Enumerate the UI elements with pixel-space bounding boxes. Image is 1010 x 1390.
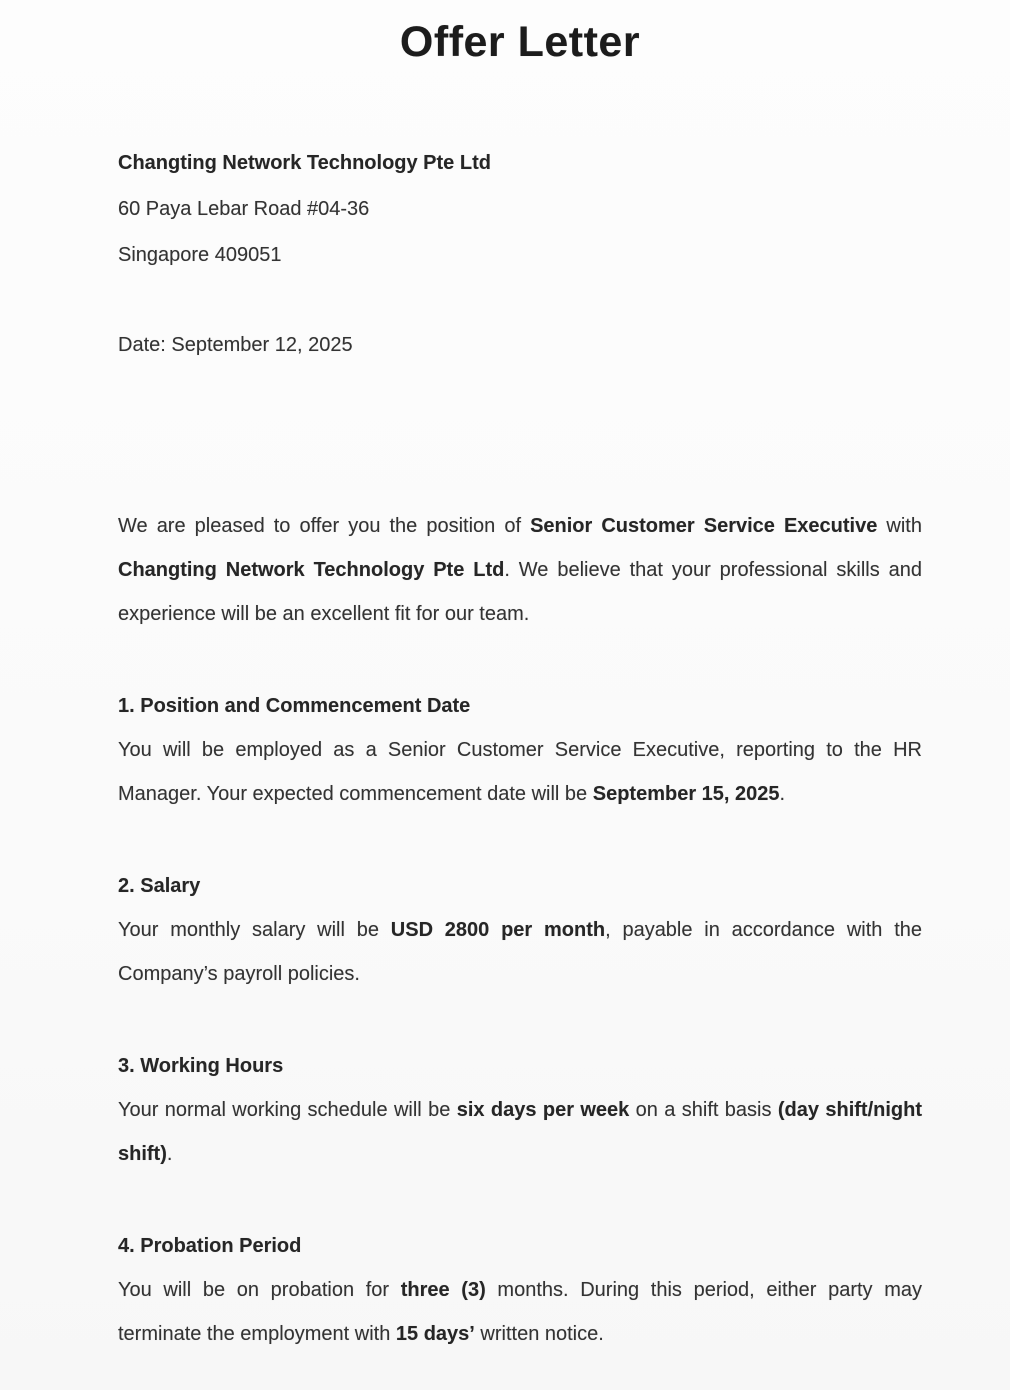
company-address-block <box>118 140 922 278</box>
section-body-probation-period: You will be on probation for three (3) months. During this period, either party may terminate the employment with 15 days’ written notice. <box>118 1279 922 1345</box>
company-address-line-1: 60 Paya Lebar Road #04-36 <box>118 198 370 220</box>
section-probation-period <box>118 1224 922 1356</box>
section-body-salary: Your monthly salary will be USD 2800 per month, payable in accordance with the Company’s payroll policies. <box>118 919 923 985</box>
section-salary <box>118 864 922 996</box>
section-working-hours <box>118 1044 922 1176</box>
section-heading-probation-period: 4. Probation Period <box>118 1235 302 1257</box>
company-name: Changting Network Technology Pte Ltd <box>118 152 491 174</box>
section-heading-position-and-commencement-date: 1. Position and Commencement Date <box>118 695 471 717</box>
intro-paragraph: We are pleased to offer you the position of Senior Customer Service Executive with Changting Network Technology Pte Ltd. We believe that your professional skills and experience will be an excellent fit for our team. <box>118 515 922 625</box>
date-line: Date: September 12, 2025 <box>118 334 353 356</box>
section-position-and-commencement-date <box>118 684 922 816</box>
section-heading-working-hours: 3. Working Hours <box>118 1055 284 1077</box>
section-heading-salary: 2. Salary <box>118 875 201 897</box>
document-title: Offer Letter <box>399 18 641 66</box>
company-address-line-2: Singapore 409051 <box>118 244 282 266</box>
section-body-working-hours: Your normal working schedule will be six days per week on a shift basis (day shift/night shift). <box>118 1099 922 1165</box>
section-body-position-and-commencement-date: You will be employed as a Senior Customer Service Executive, reporting to the HR Manager. Your expected commencement date will be September 15, 2025. <box>118 739 922 805</box>
